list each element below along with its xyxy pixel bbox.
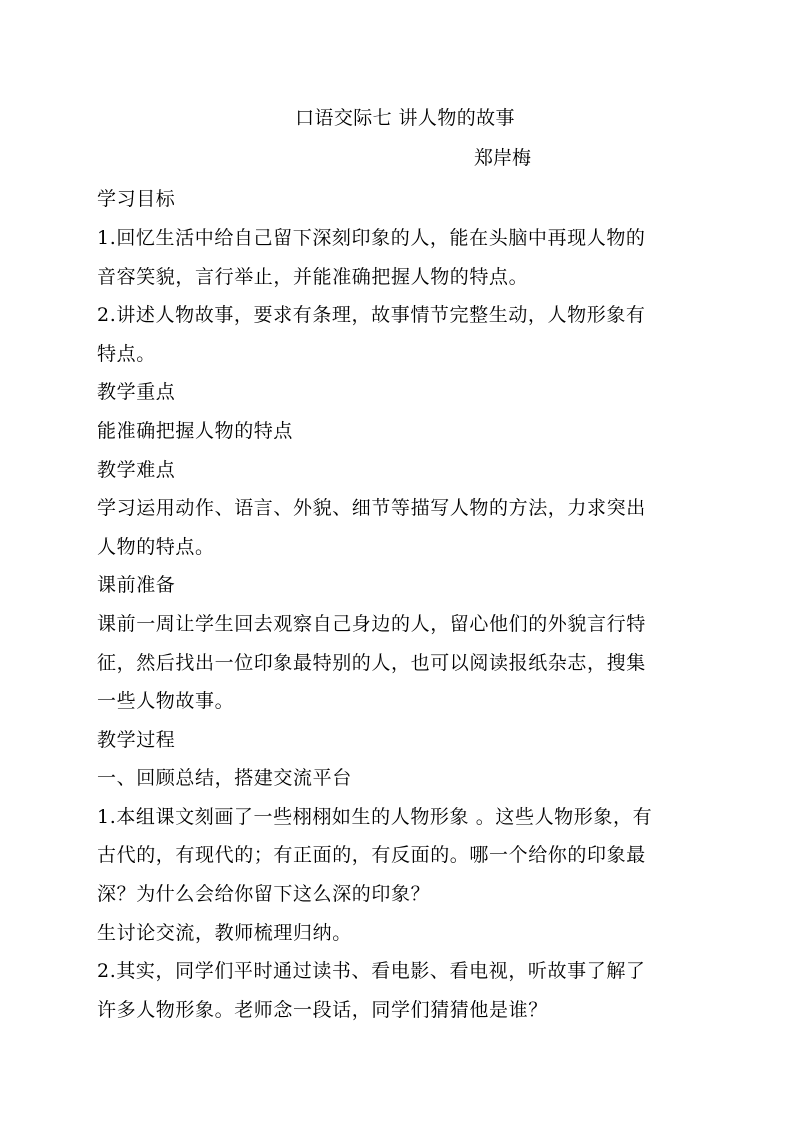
paragraph-line: 许多人物形象。老师念一段话，同学们猜猜他是谁？ — [97, 999, 548, 1021]
paragraph-line: 生讨论交流，教师梳理归纳。 — [97, 922, 352, 944]
paragraph-line: 课前一周让学生回去观察自己身边的人，留心他们的外貌言行特 — [97, 613, 646, 635]
paragraph-line: 音容笑貌，言行举止，并能准确把握人物的特点。 — [97, 266, 529, 288]
section-heading: 学习目标 — [97, 188, 176, 210]
paragraph-line: 人物的特点。 — [97, 536, 215, 558]
paragraph-line: 征，然后找出一位印象最特别的人，也可以阅读报纸杂志，搜集 — [97, 652, 646, 674]
paragraph-line: 一些人物故事。 — [97, 690, 235, 712]
paragraph-line: 2.讲述人物故事，要求有条理，故事情节完整生动，人物形象有 — [97, 304, 646, 326]
paragraph-line: 1.本组课文刻画了一些栩栩如生的人物形象 。这些人物形象，有 — [97, 806, 653, 828]
section-heading: 教学难点 — [97, 459, 176, 481]
paragraph-line: 1.回忆生活中给自己留下深刻印象的人，能在头脑中再现人物的 — [97, 227, 646, 249]
section-heading: 教学过程 — [97, 729, 176, 751]
section-heading: 课前准备 — [97, 574, 176, 596]
document-author: 郑岸梅 — [474, 147, 532, 169]
paragraph-line: 2.其实，同学们平时通过读书、看电影、看电视，听故事了解了 — [97, 960, 646, 982]
document-title: 口语交际七 讲人物的故事 — [295, 107, 515, 129]
paragraph-line: 特点。 — [97, 343, 156, 365]
paragraph-line: 能准确把握人物的特点 — [97, 420, 294, 442]
paragraph-line: 学习运用动作、语言、外貌、细节等描写人物的方法，力求突出 — [97, 497, 646, 519]
paragraph-line: 深？为什么会给你留下这么深的印象？ — [97, 883, 431, 905]
section-heading: 教学重点 — [97, 381, 176, 403]
paragraph-line: 一、回顾总结，搭建交流平台 — [97, 767, 352, 789]
paragraph-line: 古代的，有现代的；有正面的，有反面的。哪一个给你的印象最 — [97, 844, 646, 866]
